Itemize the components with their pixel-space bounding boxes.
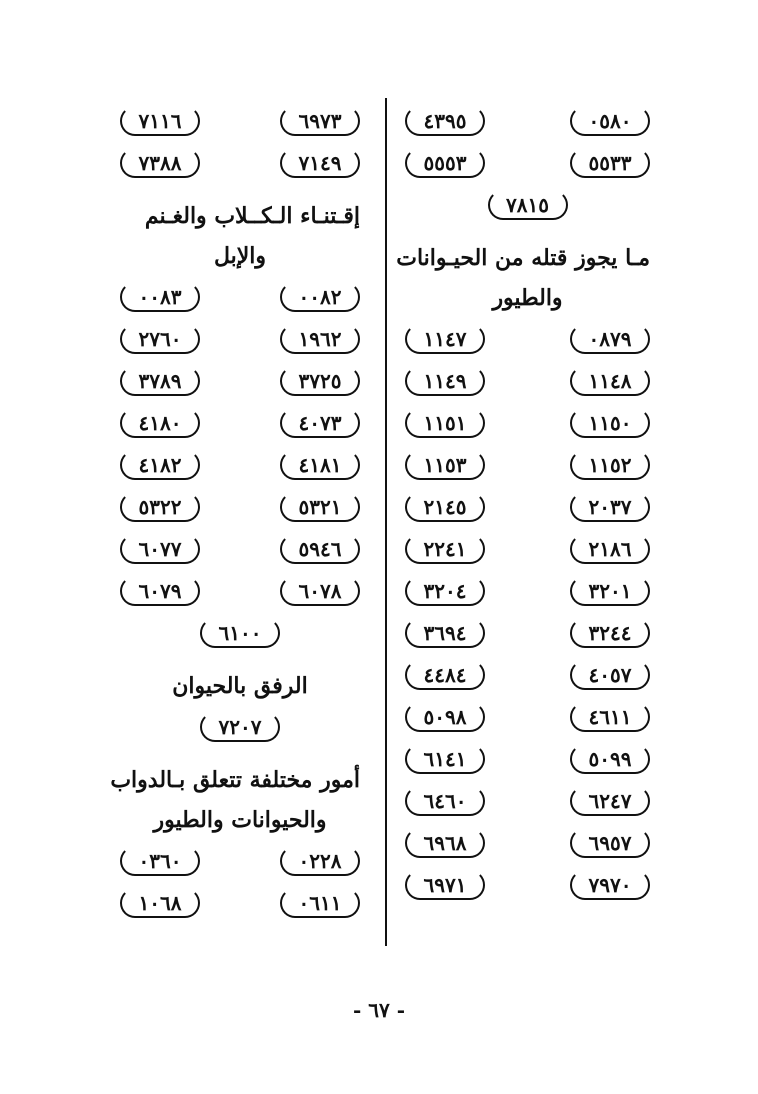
number-row [405,528,650,570]
hadith-number: ٠٠٨٢ [280,282,360,312]
number-row [405,444,650,486]
section-heading: أمور مختلفة تتعلق بـالدواب [110,767,360,793]
number-list [120,840,360,924]
hadith-number: ٦٤٦٠ [405,786,485,816]
hadith-number: ٥٥٥٣ [405,148,485,178]
hadith-number: ٥٣٢١ [280,492,360,522]
hadith-number: ٦٩٦٨ [405,828,485,858]
hadith-number: ٠٦١١ [280,888,360,918]
hadith-number: ٥٠٩٨ [405,702,485,732]
hadith-number: ٧١٤٩ [280,148,360,178]
hadith-number: ٢٧٦٠ [120,324,200,354]
number-row [120,528,360,570]
number-list [120,276,360,612]
hadith-number: ١١٤٩ [405,366,485,396]
page-number: - ٦٧ - [352,998,405,1022]
number-row [120,486,360,528]
hadith-number: ٦٠٧٨ [280,576,360,606]
hadith-number: ٦٢٤٧ [570,786,650,816]
number-row [120,402,360,444]
hadith-number: ٦٠٧٧ [120,534,200,564]
hadith-number: ٣٢٤٤ [570,618,650,648]
hadith-number: ٤١٨١ [280,450,360,480]
number-row [120,882,360,924]
section-heading: والإبل [213,243,267,269]
hadith-number: ٧٩٧٠ [570,870,650,900]
number-row [405,654,650,696]
hadith-number: ٠٥٨٠ [570,106,650,136]
hadith-number: ٦٩٧١ [405,870,485,900]
number-row [405,184,650,226]
number-row [120,840,360,882]
number-row [120,318,360,360]
hadith-number: ٢١٤٥ [405,492,485,522]
hadith-number: ٠٨٧٩ [570,324,650,354]
hadith-number: ١٩٦٢ [280,324,360,354]
number-row [405,100,650,142]
hadith-number: ١١٤٨ [570,366,650,396]
hadith-number: ٤٠٧٣ [280,408,360,438]
hadith-number: ٤١٨٢ [120,450,200,480]
hadith-number: ٣٧٨٩ [120,366,200,396]
hadith-number: ٢١٨٦ [570,534,650,564]
hadith-number: ٧٨١٥ [488,190,568,220]
number-row [120,612,360,654]
right-column [396,100,650,906]
number-row [120,444,360,486]
hadith-number: ٦٠٧٩ [120,576,200,606]
hadith-number: ٠٣٦٠ [120,846,200,876]
hadith-number: ٢٠٣٧ [570,492,650,522]
hadith-number: ٤٣٩٥ [405,106,485,136]
hadith-number: ٤١٨٠ [120,408,200,438]
section-heading: الرفق بالحيوان [172,673,308,699]
number-list [405,318,650,906]
hadith-number: ١١٥١ [405,408,485,438]
hadith-number: ٤٤٨٤ [405,660,485,690]
number-row [120,570,360,612]
number-row [405,696,650,738]
number-row [405,612,650,654]
number-row [405,360,650,402]
number-row [405,486,650,528]
hadith-number: ٥٩٤٦ [280,534,360,564]
hadith-number: ٧٢٠٧ [200,712,280,742]
hadith-number: ٥٥٣٣ [570,148,650,178]
number-row [405,318,650,360]
hadith-number: ٥٠٩٩ [570,744,650,774]
hadith-number: ٢٢٤١ [405,534,485,564]
number-row [405,780,650,822]
hadith-number: ٤٠٥٧ [570,660,650,690]
hadith-number: ١١٥٣ [405,450,485,480]
section-heading: والطيور [492,285,563,311]
hadith-number: ٠٠٨٣ [120,282,200,312]
number-row [120,706,360,748]
hadith-number: ٦١٠٠ [200,618,280,648]
hadith-number: ٣٦٩٤ [405,618,485,648]
section-heading: والحيوانات والطيور [153,807,327,833]
hadith-number: ٧٣٨٨ [120,148,200,178]
hadith-number: ٦١٤١ [405,744,485,774]
hadith-number: ٣٢٠١ [570,576,650,606]
number-row [405,864,650,906]
hadith-number: ٦٩٥٧ [570,828,650,858]
left-column [110,100,360,924]
hadith-number: ٣٧٢٥ [280,366,360,396]
number-row [405,570,650,612]
number-row [120,142,360,184]
section-heading: مـا يجوز قتله من الحيـوانات [396,245,650,271]
number-row [405,402,650,444]
hadith-number: ٤٦١١ [570,702,650,732]
hadith-number: ٧١١٦ [120,106,200,136]
hadith-number: ١١٥٢ [570,450,650,480]
hadith-number: ٠٢٢٨ [280,846,360,876]
number-row [120,276,360,318]
hadith-number: ١٠٦٨ [120,888,200,918]
number-row [405,822,650,864]
number-row [405,738,650,780]
number-row [120,100,360,142]
number-row [405,142,650,184]
hadith-number: ١١٤٧ [405,324,485,354]
hadith-number: ٥٣٢٢ [120,492,200,522]
hadith-number: ٦٩٧٣ [280,106,360,136]
number-row [120,360,360,402]
column-divider [385,98,387,946]
hadith-number: ١١٥٠ [570,408,650,438]
section-heading: إقـتنـاء الـكــلاب والغـنم [144,203,360,229]
hadith-number: ٣٢٠٤ [405,576,485,606]
